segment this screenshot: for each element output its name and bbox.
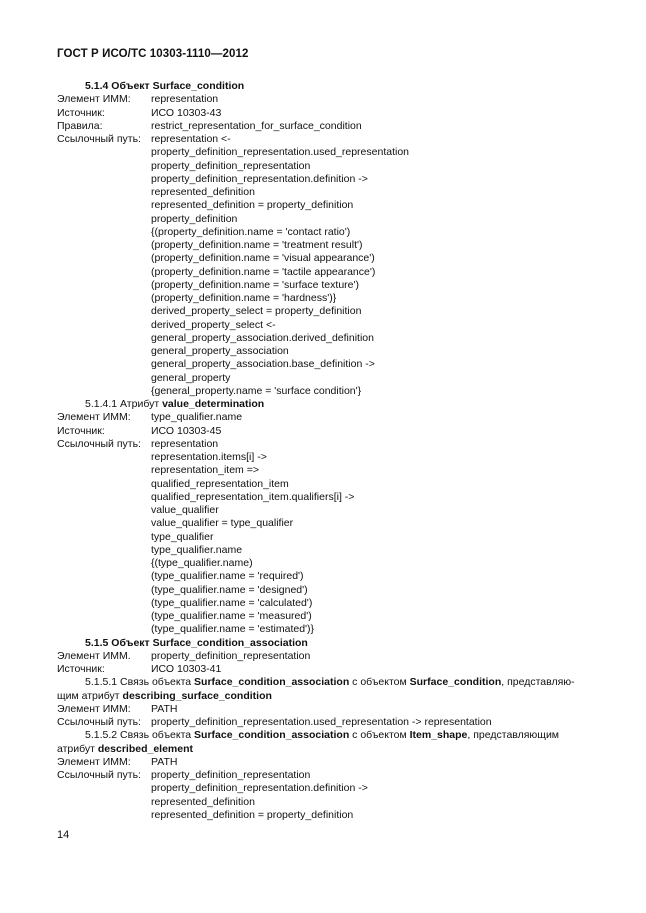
ref-path-line: property_definition_representation: [151, 159, 311, 172]
ref-path-line: {(property_definition.name = 'contact ratio'): [151, 225, 351, 238]
imm-label: Элемент ИММ:: [57, 411, 131, 424]
paragraph-tail: , представляю-: [501, 676, 575, 689]
ref-path-row: [57, 385, 597, 398]
source-value: ИСО 10303-43: [151, 106, 222, 119]
ref-path-row: [57, 186, 597, 199]
ref-path-row: [57, 305, 597, 318]
ref-path-line: representation_item =>: [151, 464, 259, 477]
paragraph-prefix: 5.1.5.2 Связь объекта: [85, 729, 195, 742]
ref-path-line: represented_definition: [151, 795, 255, 808]
ref-path-row: [57, 782, 597, 795]
ref-path-line: general_property_association: [151, 345, 289, 357]
page-number: 14: [57, 829, 70, 841]
page-header: ГОСТ Р ИСО/ТС 10303-1110—2012: [57, 48, 249, 60]
source-label: Источник:: [57, 663, 105, 675]
imm-label: Элемент ИММ:: [57, 755, 131, 768]
imm-value: property_definition_representation: [151, 649, 311, 662]
entity-name: Surface_condition: [152, 80, 245, 92]
section-number: 5.1.4.1 Атрибут: [85, 398, 160, 410]
ref-path-line: type_qualifier: [151, 530, 214, 543]
ref-path-line: property_definition: [151, 212, 238, 225]
attribute-name: describing_surface_condition: [122, 689, 272, 702]
ref-path-row: [57, 266, 597, 279]
imm-element-row: [57, 93, 597, 106]
ref-path-row: [57, 584, 597, 597]
imm-label: Элемент ИММ:: [57, 93, 131, 106]
paragraph-prefix: атрибут: [57, 742, 95, 755]
ref-path-line: type_qualifier.name: [151, 543, 243, 556]
entity-name: Surface_condition_association: [152, 636, 308, 649]
ref-path-row: [57, 531, 597, 544]
section-heading-5-1-4-1: [57, 398, 597, 411]
entity-name: Surface_condition_association: [194, 676, 350, 689]
ref-path-line: property_definition_representation: [151, 769, 311, 781]
ref-path-row: [57, 146, 597, 159]
ref-path-row: [57, 438, 597, 451]
link-paragraph-continuation: [57, 743, 597, 756]
ref-path-row: [57, 716, 597, 729]
ref-path-row: [57, 769, 597, 782]
ref-path-line: general_property_association.base_definition ->: [151, 358, 375, 371]
ref-path-line: representation <-: [151, 133, 231, 145]
ref-path-line: qualified_representation_item.qualifiers[i] ->: [151, 490, 355, 503]
ref-path-row: [57, 226, 597, 239]
ref-path-label: Ссылочный путь:: [57, 437, 141, 450]
ref-path-line: value_qualifier = type_qualifier: [151, 517, 294, 530]
ref-path-row: [57, 332, 597, 345]
ref-path-line: property_definition_representation.definition ->: [151, 172, 368, 185]
ref-path-line: representation.items[i] ->: [151, 451, 267, 463]
link-paragraph-continuation: [57, 690, 597, 703]
ref-path-line: (type_qualifier.name = 'calculated'): [151, 596, 313, 609]
rules-value: restrict_representation_for_surface_condition: [151, 119, 362, 132]
ref-path-row: [57, 557, 597, 570]
ref-path-row: [57, 451, 597, 464]
ref-path-line: represented_definition = property_definition: [151, 808, 354, 821]
ref-path-label: Ссылочный путь:: [57, 769, 141, 781]
source-label: Источник:: [57, 106, 105, 119]
ref-path-line: qualified_representation_item: [151, 477, 289, 490]
rules-row: [57, 120, 597, 133]
ref-path-row: [57, 504, 597, 517]
section-number: 5.1.4 Объект: [85, 80, 150, 92]
ref-path-row: [57, 610, 597, 623]
paragraph-prefix: щим атрибут: [57, 689, 120, 702]
ref-path-row: [57, 623, 597, 636]
ref-path-row: [57, 491, 597, 504]
ref-path-label: Ссылочный путь:: [57, 716, 141, 728]
ref-path-line: value_qualifier: [151, 504, 219, 516]
ref-path-line: general_property_association.derived_definition: [151, 331, 374, 344]
ref-path-line: (property_definition.name = 'visual appearance'): [151, 252, 375, 265]
ref-path-row: [57, 517, 597, 530]
imm-value: PATH: [151, 702, 178, 715]
ref-path-line: (type_qualifier.name = 'designed'): [151, 583, 308, 596]
ref-path-line: (property_definition.name = 'surface texture'): [151, 278, 359, 291]
ref-path-row: [57, 372, 597, 385]
section-heading-5-1-5: [57, 637, 597, 650]
ref-path-row: [57, 478, 597, 491]
ref-path-row: [57, 239, 597, 252]
source-row: [57, 107, 597, 120]
ref-path-row: [57, 133, 597, 146]
link-paragraph-5-1-5-1: [57, 676, 597, 689]
section-heading-5-1-4: [57, 80, 597, 93]
document-body: [57, 80, 597, 822]
link-paragraph-5-1-5-2: [57, 729, 597, 742]
source-value: ИСО 10303-41: [151, 663, 222, 675]
ref-path-line: derived_property_select = property_definition: [151, 305, 362, 318]
imm-label: Элемент ИММ.: [57, 649, 131, 662]
ref-path-row: [57, 809, 597, 822]
ref-path-row: [57, 160, 597, 173]
ref-path-line: (type_qualifier.name = 'estimated')}: [151, 623, 315, 636]
ref-path-line: (type_qualifier.name = 'required'): [151, 570, 304, 583]
ref-path-label: Ссылочный путь:: [57, 133, 141, 145]
ref-path-row: [57, 292, 597, 305]
ref-path-row: [57, 173, 597, 186]
source-label: Источник:: [57, 424, 105, 437]
ref-path-row: [57, 358, 597, 371]
ref-path-row: [57, 319, 597, 332]
imm-element-row: [57, 756, 597, 769]
ref-path-line: (property_definition.name = 'hardness')}: [151, 292, 337, 304]
ref-path-row: [57, 544, 597, 557]
imm-label: Элемент ИММ:: [57, 702, 131, 715]
source-value: ИСО 10303-45: [151, 424, 222, 437]
ref-path-line: property_definition_representation.definition ->: [151, 782, 368, 795]
ref-path-line: {general_property.name = 'surface condition'}: [151, 384, 362, 397]
imm-element-row: [57, 650, 597, 663]
ref-path-line: representation: [151, 437, 219, 450]
ref-path-row: [57, 570, 597, 583]
ref-path-line: derived_property_select <-: [151, 318, 276, 331]
ref-path-line: (property_definition.name = 'treatment result'): [151, 239, 363, 251]
entity-name: Surface_condition_association: [194, 729, 350, 742]
ref-path-line: represented_definition = property_definition: [151, 199, 354, 212]
ref-path-row: [57, 252, 597, 265]
imm-value: representation: [151, 93, 219, 106]
ref-path-line: (type_qualifier.name = 'measured'): [151, 610, 312, 622]
ref-path-row: [57, 597, 597, 610]
ref-path-row: [57, 345, 597, 358]
attribute-name: value_determination: [162, 398, 265, 410]
ref-path-row: [57, 279, 597, 292]
ref-path-line: property_definition_representation.used_representation -> representation: [151, 716, 492, 728]
ref-path-row: [57, 213, 597, 226]
imm-value: type_qualifier.name: [151, 411, 243, 424]
paragraph-mid: с объектом: [349, 729, 410, 742]
paragraph-mid: с объектом: [352, 676, 407, 689]
ref-path-row: [57, 464, 597, 477]
source-row: [57, 663, 597, 676]
ref-path-line: {(type_qualifier.name): [151, 557, 253, 569]
paragraph-tail: , представляющим: [467, 729, 560, 742]
entity-name: Item_shape: [409, 729, 468, 742]
imm-element-row: [57, 703, 597, 716]
imm-element-row: [57, 411, 597, 424]
source-row: [57, 425, 597, 438]
rules-label: Правила:: [57, 119, 103, 132]
section-number: 5.1.5 Объект: [85, 636, 150, 649]
ref-path-line: general_property: [151, 371, 231, 384]
ref-path-line: (property_definition.name = 'tactile appearance'): [151, 265, 376, 278]
ref-path-line: represented_definition: [151, 186, 255, 198]
entity-name: Surface_condition: [409, 676, 502, 689]
ref-path-row: [57, 199, 597, 212]
attribute-name: described_element: [97, 742, 194, 755]
ref-path-row: [57, 796, 597, 809]
paragraph-prefix: 5.1.5.1 Связь объекта: [85, 676, 192, 689]
ref-path-line: property_definition_representation.used_representation: [151, 146, 410, 159]
imm-value: PATH: [151, 755, 178, 768]
